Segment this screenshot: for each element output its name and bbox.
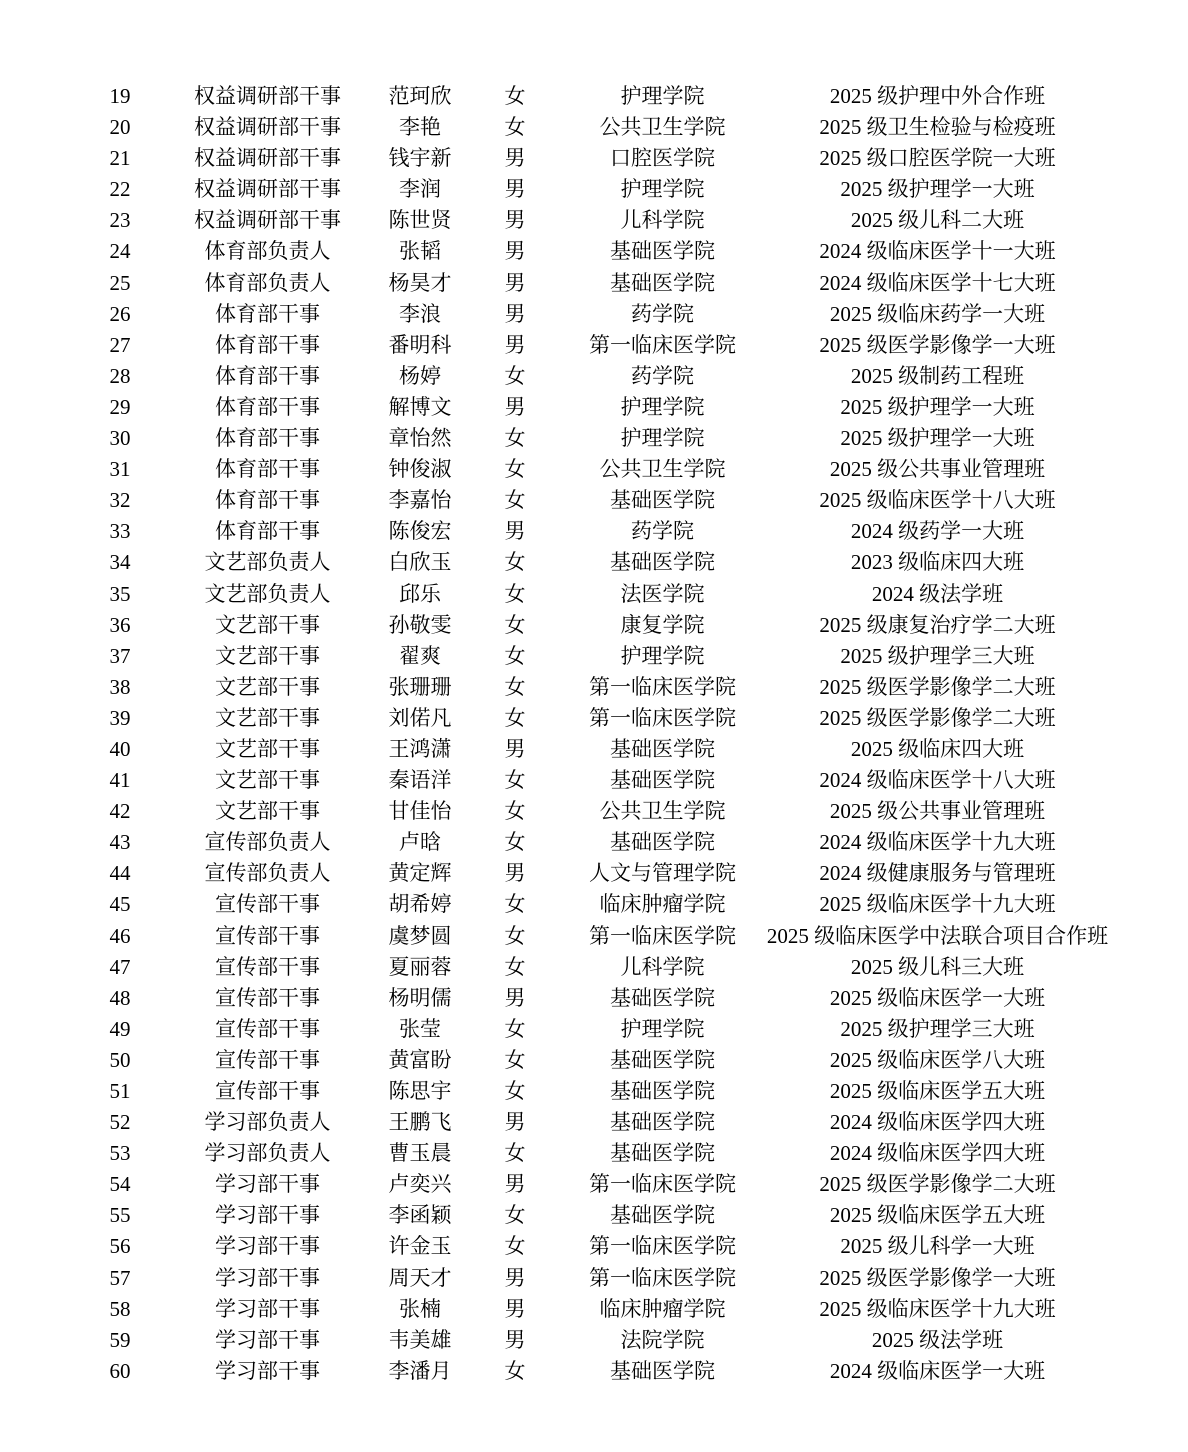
cell-serial: 25 [109,270,131,295]
cell-gender: 男 [504,1172,526,1197]
cell-gender: 女 [504,674,526,699]
cell-position: 权益调研部干事 [194,84,341,108]
cell-college: 基础医学院 [610,1358,715,1383]
cell-college: 第一临床医学院 [589,1265,736,1290]
cell-position: 文艺部干事 [215,799,320,824]
cell-college: 第一临床医学院 [589,674,736,699]
cell-class: 2025 级临床四大班 [850,736,1025,761]
cell-class: 2025 级临床医学十八大班 [819,488,1056,513]
table-row [85,454,1120,485]
cell-class: 2025 级公共事业管理班 [829,799,1046,824]
cell-serial: 28 [109,363,131,388]
cell-name: 李润 [399,177,441,202]
cell-position: 权益调研部干事 [194,177,341,202]
cell-college: 护理学院 [620,394,705,419]
cell-class: 2025 级卫生检验与检疫班 [819,115,1056,140]
cell-class: 2023 级临床四大班 [850,550,1025,575]
cell-class: 2025 级医学影像学二大班 [819,1172,1056,1197]
cell-serial: 19 [109,84,131,108]
cell-class: 2024 级临床医学十一大班 [819,239,1056,264]
cell-name: 韦美雄 [388,1327,452,1352]
cell-name: 陈世贤 [388,208,452,233]
cell-gender: 男 [504,301,526,326]
cell-gender: 男 [504,146,526,171]
cell-gender: 女 [504,1047,526,1072]
cell-class: 2025 级临床药学一大班 [829,301,1046,326]
cell-class: 2025 级护理学一大班 [840,426,1035,451]
cell-college: 第一临床医学院 [589,1172,736,1197]
cell-gender: 女 [504,581,526,606]
cell-position: 宣传部干事 [215,923,320,948]
cell-gender: 女 [504,923,526,948]
table-row [85,485,1120,516]
cell-name: 邱乐 [399,581,441,606]
cell-position: 权益调研部干事 [194,208,341,233]
cell-serial: 33 [109,519,131,544]
cell-gender: 男 [504,239,526,264]
cell-gender: 女 [504,1016,526,1041]
cell-college: 儿科学院 [620,208,705,233]
cell-gender: 女 [504,892,526,917]
cell-position: 体育部负责人 [204,270,331,295]
cell-college: 口腔医学院 [610,146,715,171]
table-row [85,1200,1120,1231]
cell-college: 公共卫生学院 [599,457,726,482]
cell-name: 番明科 [388,332,452,357]
cell-college: 基础医学院 [610,488,715,513]
cell-gender: 男 [504,861,526,886]
cell-position: 宣传部干事 [215,1016,320,1041]
table-row [85,1107,1120,1138]
cell-name: 王鸿潇 [388,736,452,761]
cell-gender: 女 [504,363,526,388]
cell-serial: 59 [109,1327,131,1352]
table-row [85,921,1120,952]
cell-college: 护理学院 [620,1016,705,1041]
cell-class: 2024 级法学班 [871,581,1004,606]
cell-position: 体育部干事 [215,332,320,357]
table-row [85,827,1120,858]
table-row [85,547,1120,578]
cell-position: 文艺部干事 [215,674,320,699]
cell-college: 基础医学院 [610,550,715,575]
cell-college: 药学院 [631,301,694,326]
table-row [85,205,1120,236]
cell-position: 体育部干事 [215,426,320,451]
cell-class: 2025 级护理中外合作班 [829,84,1046,108]
cell-serial: 24 [109,239,131,264]
table-row [85,952,1120,983]
cell-position: 文艺部干事 [215,643,320,668]
cell-position: 宣传部干事 [215,892,320,917]
cell-position: 学习部负责人 [204,1141,331,1166]
cell-serial: 23 [109,208,131,233]
cell-name: 王鹏飞 [388,1110,452,1135]
cell-college: 护理学院 [620,84,705,108]
cell-serial: 39 [109,705,131,730]
cell-gender: 男 [504,1327,526,1352]
cell-college: 药学院 [631,363,694,388]
cell-name: 张楠 [399,1296,441,1321]
cell-class: 2025 级临床医学一大班 [829,985,1046,1010]
cell-position: 体育部干事 [215,363,320,388]
table-row [85,361,1120,392]
cell-name: 虞梦圆 [388,923,452,948]
cell-name: 李潘月 [388,1358,452,1383]
table-row [85,734,1120,765]
cell-gender: 女 [504,550,526,575]
cell-class: 2025 级儿科学一大班 [840,1234,1035,1259]
cell-college: 临床肿瘤学院 [599,1296,726,1321]
cell-class: 2024 级药学一大班 [850,519,1025,544]
cell-serial: 36 [109,612,131,637]
cell-name: 秦语洋 [388,768,452,793]
cell-name: 钱宇新 [388,146,452,171]
cell-class: 2025 级公共事业管理班 [829,457,1046,482]
cell-name: 夏丽蓉 [388,954,452,979]
cell-serial: 26 [109,301,131,326]
cell-name: 陈思宇 [388,1079,452,1103]
table-row [85,1014,1120,1045]
cell-name: 陈俊宏 [388,519,452,544]
cell-gender: 男 [504,394,526,419]
cell-serial: 46 [109,923,131,948]
cell-class: 2024 级健康服务与管理班 [819,861,1056,886]
cell-class: 2025 级临床医学十九大班 [819,892,1056,917]
cell-class: 2025 级法学班 [871,1327,1004,1352]
cell-name: 黄定辉 [388,861,452,886]
cell-college: 基础医学院 [610,270,715,295]
table-row [85,112,1120,143]
cell-serial: 21 [109,146,131,171]
cell-gender: 女 [504,768,526,793]
cell-class: 2024 级临床医学十七大班 [819,270,1056,295]
cell-college: 基础医学院 [610,1110,715,1135]
table-row [85,796,1120,827]
cell-position: 学习部干事 [215,1327,320,1352]
cell-name: 黄富盼 [388,1047,452,1072]
cell-position: 文艺部干事 [215,768,320,793]
table-row [85,330,1120,361]
cell-serial: 40 [109,736,131,761]
cell-gender: 女 [504,1358,526,1383]
cell-college: 法院学院 [620,1327,705,1352]
cell-college: 基础医学院 [610,736,715,761]
cell-position: 学习部负责人 [204,1110,331,1135]
cell-college: 基础医学院 [610,1079,715,1103]
cell-class: 2025 级医学影像学一大班 [819,1265,1056,1290]
cell-class: 2025 级临床医学五大班 [829,1203,1046,1228]
cell-class: 2025 级儿科三大班 [850,954,1025,979]
cell-class: 2025 级临床医学十九大班 [819,1296,1056,1321]
table-row [85,236,1120,267]
cell-position: 宣传部干事 [215,1079,320,1103]
cell-position: 文艺部干事 [215,705,320,730]
cell-position: 文艺部负责人 [204,550,331,575]
cell-serial: 56 [109,1234,131,1259]
cell-position: 宣传部干事 [215,954,320,979]
cell-name: 许金玉 [388,1234,452,1259]
cell-gender: 男 [504,985,526,1010]
cell-serial: 48 [109,985,131,1010]
cell-serial: 35 [109,581,131,606]
cell-position: 宣传部负责人 [204,861,331,886]
cell-position: 体育部干事 [215,457,320,482]
cell-gender: 男 [504,1110,526,1135]
cell-college: 法医学院 [620,581,705,606]
cell-serial: 50 [109,1047,131,1072]
cell-gender: 女 [504,457,526,482]
cell-name: 杨明儒 [388,985,452,1010]
cell-position: 学习部干事 [215,1234,320,1259]
cell-position: 宣传部干事 [215,1047,320,1072]
cell-college: 基础医学院 [610,768,715,793]
cell-class: 2025 级医学影像学一大班 [819,332,1056,357]
cell-serial: 51 [109,1079,131,1103]
cell-gender: 男 [504,270,526,295]
cell-college: 基础医学院 [610,1141,715,1166]
cell-serial: 57 [109,1265,131,1290]
cell-position: 学习部干事 [215,1358,320,1383]
cell-gender: 男 [504,177,526,202]
cell-class: 2024 级临床医学十九大班 [819,830,1056,855]
cell-gender: 女 [504,954,526,979]
cell-gender: 女 [504,1079,526,1103]
table-row [85,516,1120,547]
cell-position: 文艺部负责人 [204,581,331,606]
cell-position: 学习部干事 [215,1265,320,1290]
cell-name: 甘佳怡 [388,799,452,824]
cell-gender: 女 [504,1141,526,1166]
table-row [85,641,1120,672]
cell-serial: 58 [109,1296,131,1321]
cell-name: 杨婷 [399,363,441,388]
cell-name: 周天才 [388,1265,452,1290]
table-row [85,1138,1120,1169]
cell-college: 人文与管理学院 [589,861,736,886]
table-row [85,1045,1120,1076]
cell-gender: 女 [504,1234,526,1259]
cell-college: 第一临床医学院 [589,332,736,357]
cell-name: 卢晗 [399,830,441,855]
table-row [85,392,1120,423]
cell-class: 2024 级临床医学四大班 [829,1141,1046,1166]
cell-college: 第一临床医学院 [589,1234,736,1259]
table-row [85,579,1120,610]
cell-gender: 女 [504,612,526,637]
cell-gender: 男 [504,519,526,544]
cell-serial: 44 [109,861,131,886]
cell-serial: 32 [109,488,131,513]
cell-class: 2024 级临床医学十八大班 [819,768,1056,793]
cell-college: 基础医学院 [610,1047,715,1072]
cell-serial: 52 [109,1110,131,1135]
table-row [85,610,1120,641]
cell-serial: 49 [109,1016,131,1041]
cell-name: 刘偌凡 [388,705,452,730]
cell-gender: 女 [504,115,526,140]
cell-name: 胡希婷 [388,892,452,917]
cell-gender: 女 [504,1203,526,1228]
cell-college: 公共卫生学院 [599,115,726,140]
cell-college: 基础医学院 [610,1203,715,1228]
table-row [85,299,1120,330]
cell-gender: 男 [504,1296,526,1321]
cell-college: 基础医学院 [610,985,715,1010]
cell-gender: 女 [504,488,526,513]
cell-class: 2025 级医学影像学二大班 [819,705,1056,730]
cell-gender: 男 [504,1265,526,1290]
cell-gender: 女 [504,799,526,824]
cell-name: 曹玉晨 [388,1141,452,1166]
cell-serial: 43 [109,830,131,855]
cell-position: 体育部干事 [215,488,320,513]
cell-college: 儿科学院 [620,954,705,979]
cell-college: 基础医学院 [610,830,715,855]
cell-name: 李浪 [399,301,441,326]
cell-class: 2025 级护理学一大班 [840,177,1035,202]
cell-college: 公共卫生学院 [599,799,726,824]
cell-name: 张珊珊 [388,674,452,699]
cell-serial: 47 [109,954,131,979]
table-row [85,889,1120,920]
cell-name: 李函颖 [388,1203,452,1228]
cell-position: 学习部干事 [215,1296,320,1321]
cell-serial: 45 [109,892,131,917]
cell-class: 2025 级护理学三大班 [840,1016,1035,1041]
cell-serial: 22 [109,177,131,202]
table-row [85,1231,1120,1262]
cell-serial: 60 [109,1358,131,1383]
cell-college: 第一临床医学院 [589,705,736,730]
table-row [85,423,1120,454]
cell-college: 第一临床医学院 [589,923,736,948]
cell-serial: 54 [109,1172,131,1197]
cell-name: 张莹 [399,1016,441,1041]
cell-serial: 34 [109,550,131,575]
cell-position: 体育部干事 [215,394,320,419]
cell-name: 张韬 [399,239,441,264]
cell-college: 护理学院 [620,426,705,451]
cell-position: 学习部干事 [215,1203,320,1228]
cell-class: 2025 级医学影像学二大班 [819,674,1056,699]
table-row [85,174,1120,205]
cell-gender: 女 [504,830,526,855]
cell-gender: 女 [504,426,526,451]
cell-name: 白欣玉 [388,550,452,575]
cell-position: 权益调研部干事 [194,115,341,140]
cell-class: 2024 级临床医学四大班 [829,1110,1046,1135]
cell-gender: 男 [504,208,526,233]
cell-name: 解博文 [388,394,452,419]
cell-serial: 42 [109,799,131,824]
cell-class: 2025 级临床医学八大班 [829,1047,1046,1072]
cell-gender: 男 [504,736,526,761]
cell-position: 宣传部负责人 [204,830,331,855]
cell-class: 2025 级口腔医学院一大班 [819,146,1056,171]
cell-college: 康复学院 [620,612,705,637]
cell-class: 2025 级临床医学中法联合项目合作班 [766,923,1109,948]
cell-college: 药学院 [631,519,694,544]
cell-class: 2025 级护理学一大班 [840,394,1035,419]
table-row [85,983,1120,1014]
cell-serial: 41 [109,768,131,793]
cell-serial: 37 [109,643,131,668]
cell-class: 2025 级临床医学五大班 [829,1079,1046,1103]
table-row [85,1294,1120,1325]
cell-gender: 女 [504,643,526,668]
cell-position: 体育部负责人 [204,239,331,264]
roster-table [85,81,1120,1387]
table-row [85,1169,1120,1200]
cell-position: 体育部干事 [215,301,320,326]
cell-serial: 30 [109,426,131,451]
cell-name: 范珂欣 [388,84,452,108]
table-row [85,765,1120,796]
cell-serial: 27 [109,332,131,357]
cell-gender: 女 [504,84,526,108]
cell-serial: 31 [109,457,131,482]
cell-position: 文艺部干事 [215,612,320,637]
cell-class: 2025 级康复治疗学二大班 [819,612,1056,637]
table-row [85,1356,1120,1387]
cell-name: 孙敬雯 [388,612,452,637]
cell-serial: 38 [109,674,131,699]
cell-name: 卢奕兴 [388,1172,452,1197]
cell-class: 2024 级临床医学一大班 [829,1358,1046,1383]
table-row [85,703,1120,734]
table-row [85,1263,1120,1294]
cell-class: 2025 级儿科二大班 [850,208,1025,233]
cell-position: 宣传部干事 [215,985,320,1010]
cell-position: 学习部干事 [215,1172,320,1197]
cell-college: 护理学院 [620,177,705,202]
cell-gender: 女 [504,705,526,730]
cell-name: 钟俊淑 [388,457,452,482]
table-row [85,1325,1120,1356]
cell-name: 李艳 [399,115,441,140]
cell-college: 基础医学院 [610,239,715,264]
cell-serial: 29 [109,394,131,419]
cell-name: 杨昊才 [388,270,452,295]
cell-gender: 男 [504,332,526,357]
cell-position: 权益调研部干事 [194,146,341,171]
cell-serial: 55 [109,1203,131,1228]
cell-college: 护理学院 [620,643,705,668]
cell-name: 李嘉怡 [388,488,452,513]
cell-position: 文艺部干事 [215,736,320,761]
cell-class: 2025 级护理学三大班 [840,643,1035,668]
table-row [85,858,1120,889]
table-row [85,81,1120,112]
cell-name: 章怡然 [388,426,452,451]
table-row [85,672,1120,703]
cell-serial: 53 [109,1141,131,1166]
table-row [85,268,1120,299]
cell-serial: 20 [109,115,131,140]
cell-class: 2025 级制药工程班 [850,363,1025,388]
cell-name: 翟爽 [399,643,441,668]
table-row [85,143,1120,174]
cell-college: 临床肿瘤学院 [599,892,726,917]
cell-position: 体育部干事 [215,519,320,544]
table-row [85,1076,1120,1107]
